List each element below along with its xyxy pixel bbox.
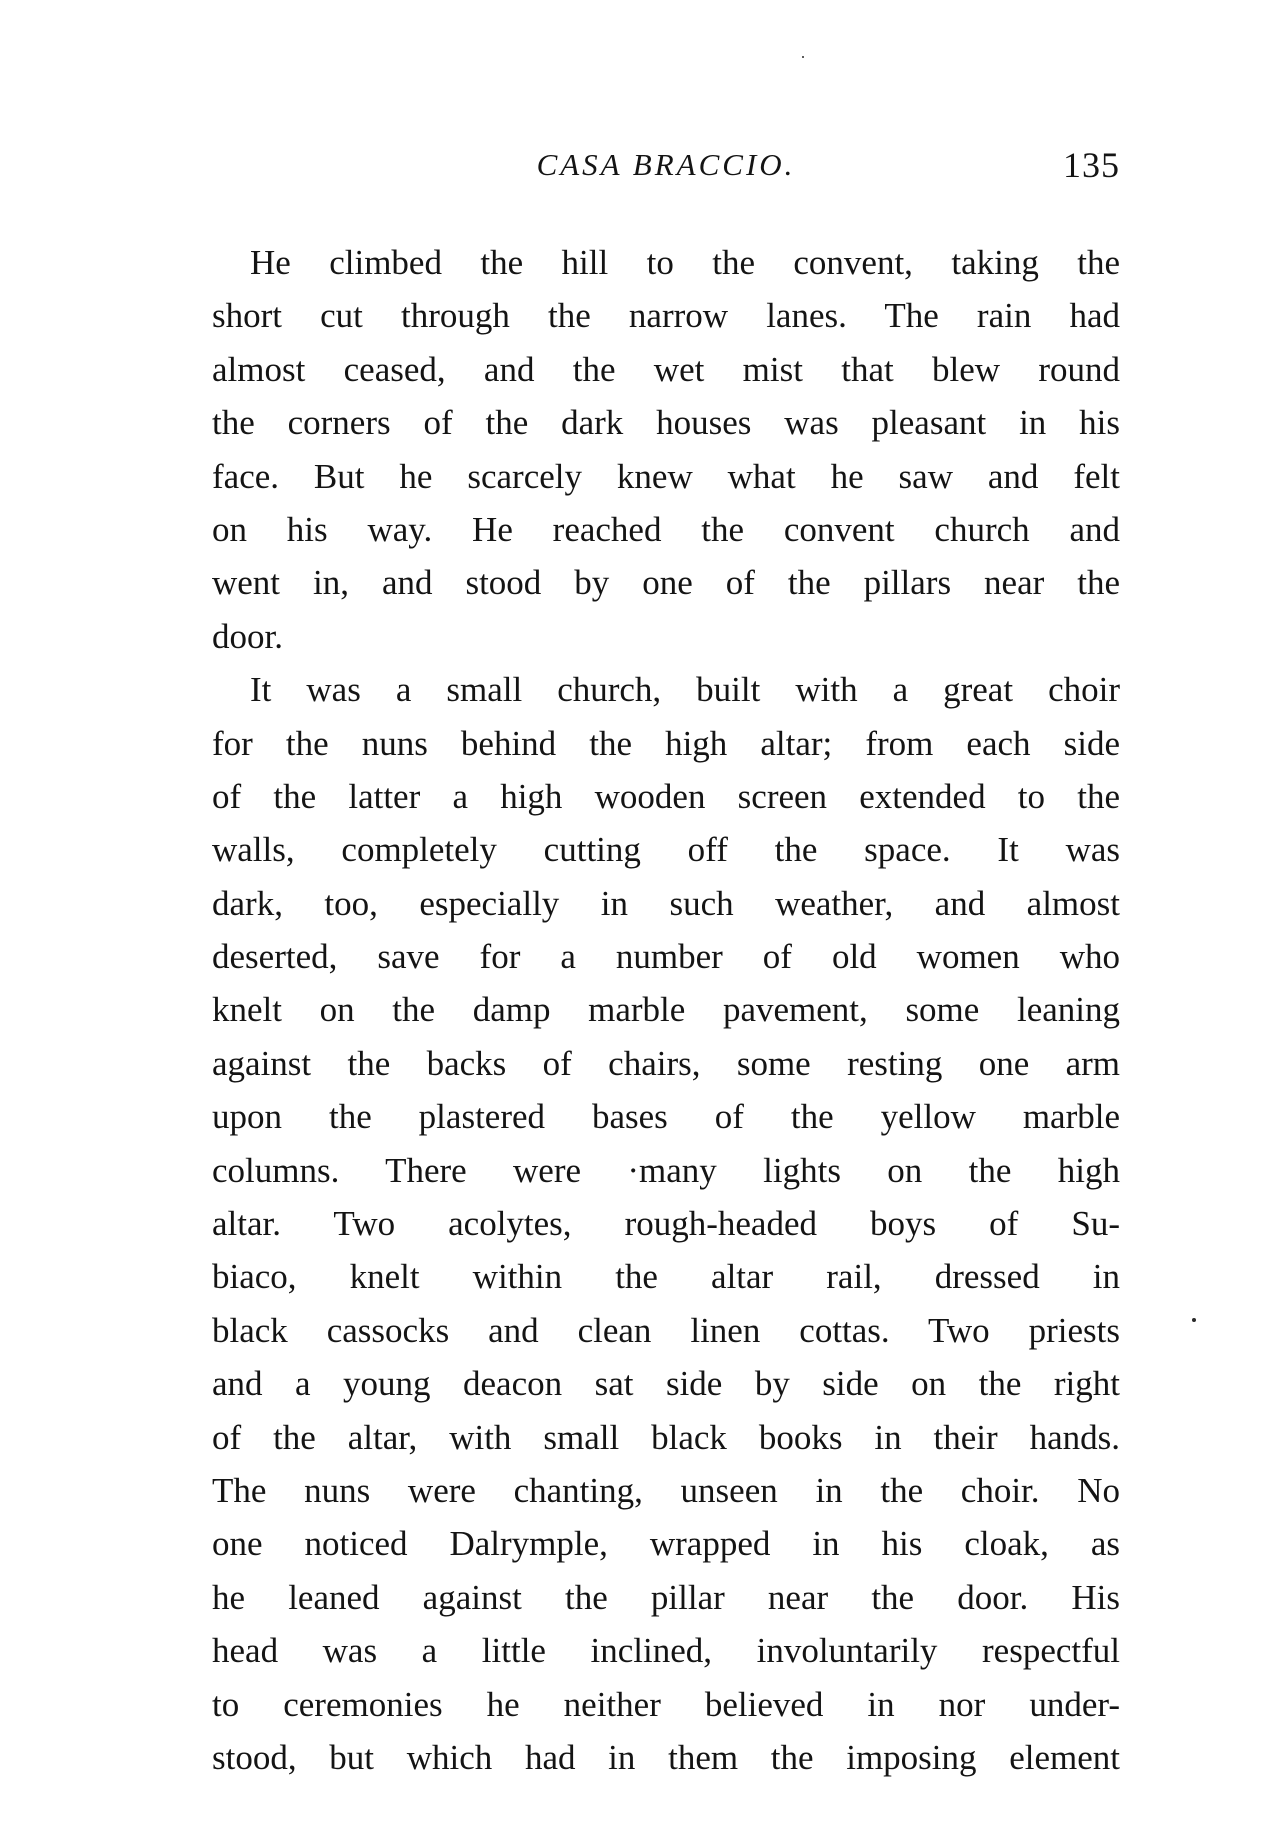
text-line: deserted, save for a number of old women who — [212, 937, 1120, 977]
text-line: altar. Two acolytes, rough-headed boys of Su- — [212, 1204, 1120, 1244]
page-number: 135 — [1063, 145, 1120, 185]
running-title: CASA BRACCIO. — [536, 147, 796, 182]
text-line: biaco, knelt within the altar rail, dressed in — [212, 1257, 1120, 1297]
text-line: on his way. He reached the convent church and — [212, 509, 1120, 549]
text-line: face. But he scarcely knew what he saw and felt — [212, 456, 1120, 496]
text-line: and a young deacon sat side by side on the right — [212, 1364, 1120, 1404]
text-line: door. — [212, 616, 283, 656]
text-line: one noticed Dalrymple, wrapped in his cloak, as — [212, 1524, 1120, 1564]
text-line: black cassocks and clean linen cottas. Two priests — [212, 1310, 1120, 1350]
text-line: for the nuns behind the high altar; from each side — [212, 723, 1120, 763]
text-line: almost ceased, and the wet mist that blew round — [212, 349, 1120, 389]
text-line: It was a small church, built with a great choir — [250, 670, 1120, 710]
text-line: the corners of the dark houses was pleasant in his — [212, 403, 1120, 443]
text-line: head was a little inclined, involuntarily respectful — [212, 1631, 1120, 1671]
text-line: The nuns were chanting, unseen in the choir. No — [212, 1470, 1120, 1510]
text-line: knelt on the damp marble pavement, some leaning — [212, 990, 1120, 1030]
running-head — [212, 140, 1120, 190]
text-line: walls, completely cutting off the space. It was — [212, 830, 1120, 870]
text-line: against the backs of chairs, some resting one arm — [212, 1043, 1120, 1083]
scan-speck — [1192, 1318, 1196, 1322]
text-line: of the latter a high wooden screen extended to the — [212, 776, 1120, 816]
text-line: upon the plastered bases of the yellow marble — [212, 1097, 1120, 1137]
text-line: to ceremonies he neither believed in nor under- — [212, 1684, 1120, 1724]
body-text — [212, 236, 1120, 1784]
text-line: went in, and stood by one of the pillars near the — [212, 563, 1120, 603]
text-line: stood, but which had in them the imposing element — [212, 1737, 1120, 1777]
text-line: He climbed the hill to the convent, taking the — [250, 243, 1120, 282]
text-line: short cut through the narrow lanes. The rain had — [212, 296, 1120, 336]
scan-speck — [802, 56, 804, 58]
text-line: he leaned against the pillar near the door. His — [212, 1577, 1120, 1617]
text-line: of the altar, with small black books in their hands. — [212, 1417, 1120, 1457]
text-line: columns. There were ·many lights on the high — [212, 1150, 1120, 1190]
text-line: dark, too, especially in such weather, and almost — [212, 883, 1120, 923]
